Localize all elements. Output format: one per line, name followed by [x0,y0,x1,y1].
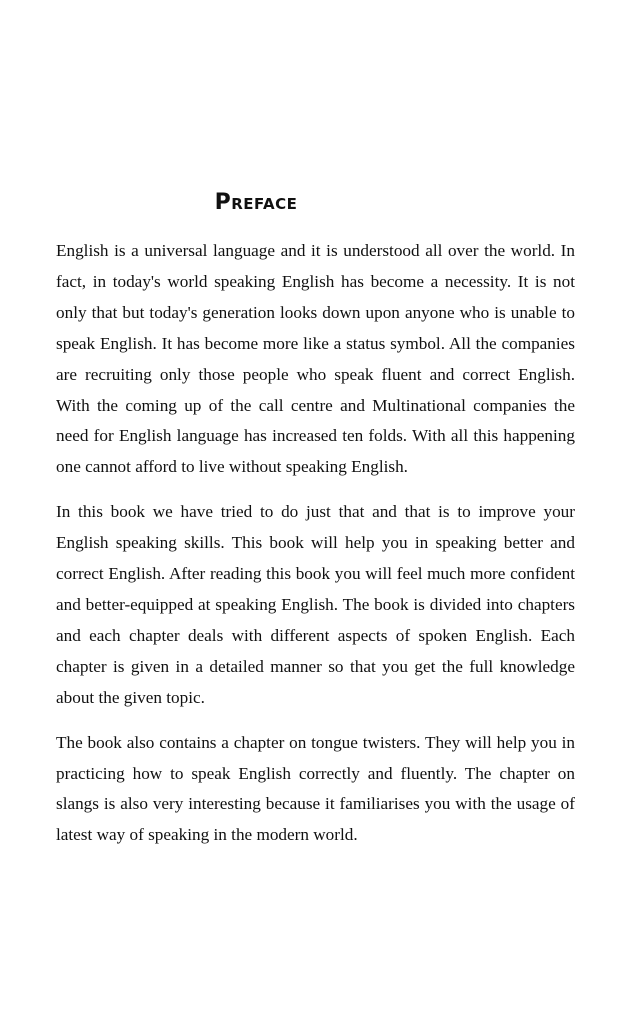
page-title: Preface [214,190,298,215]
preface-body [56,236,575,865]
paragraph-2: In this book we have tried to do just that and that is to improve your English speaking skills. This book will help you in speaking better and correct English. After reading this book you will feel much more confident and better-equipped at speaking English. The book is divided into chapters and each chapter deals with different aspects of spoken English. Each chapter is given in a detailed manner so that you get the full knowledge about the given topic. [56,502,575,707]
paragraph-1: English is a universal language and it is understood all over the world. In fact, in today's world speaking English has become a necessity. It is not only that but today's generation looks down upon anyone who is unable to speak English. It has become more like a status symbol. All the companies are recruiting only those people who speak fluent and correct English. With the coming up of the call centre and Multinational companies the need for English language has increased ten folds. With all this happening one cannot afford to live without speaking English. [56,241,575,477]
paragraph-3: The book also contains a chapter on tongue twisters. They will help you in practicing how to speak English correctly and fluently. The chapter on slangs is also very interesting because it familiarises you with the usage of latest way of speaking in the modern world. [56,732,575,845]
